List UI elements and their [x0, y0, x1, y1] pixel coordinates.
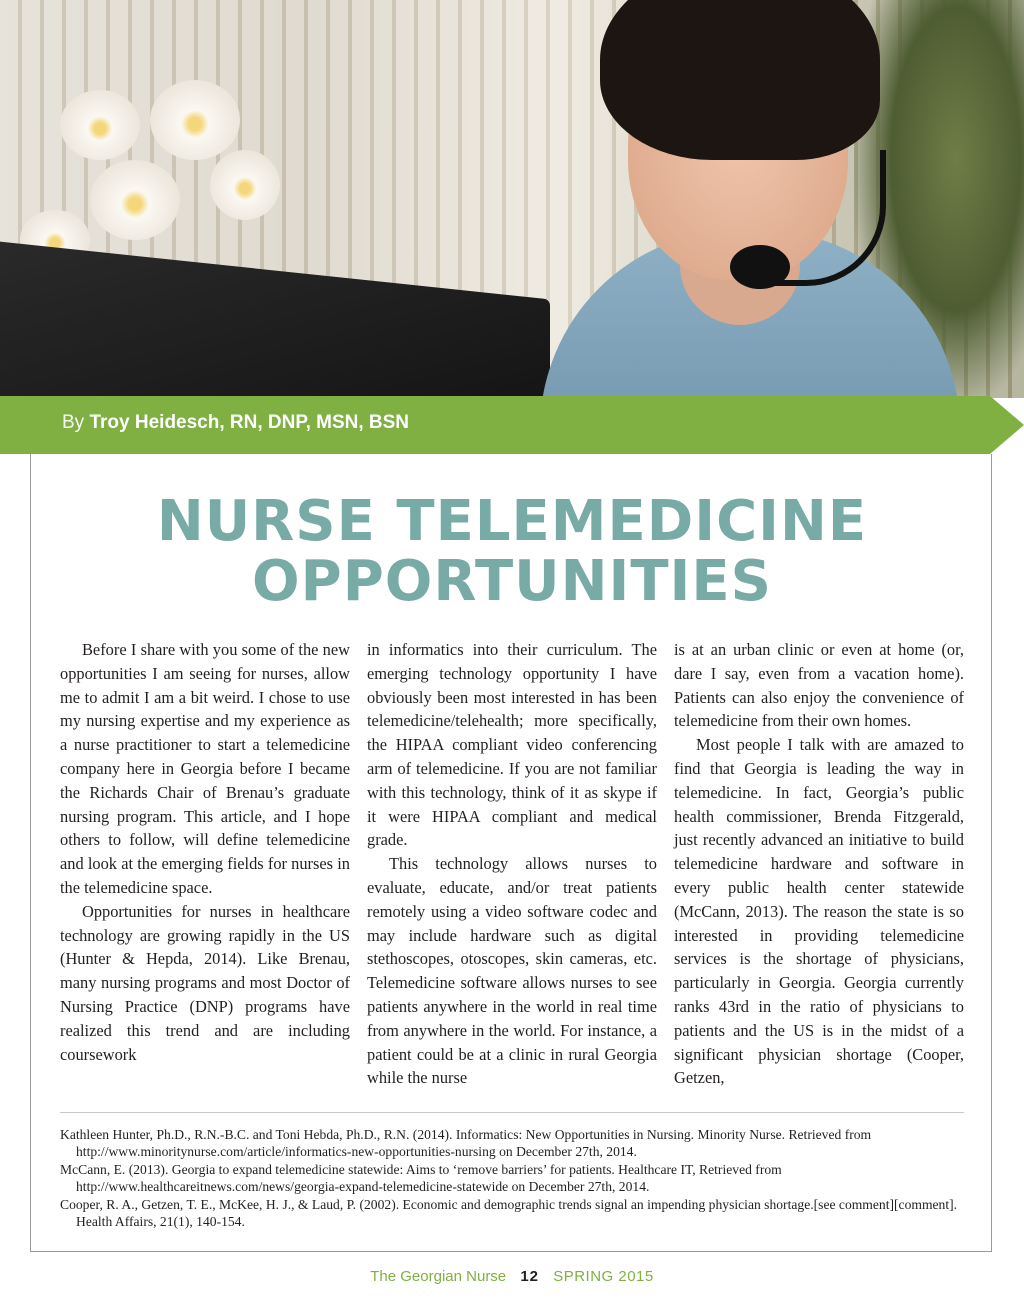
paragraph: Opportunities for nurses in healthcare technology are growing rapidly in the US (Hunter & Hepda, 2014). Like Brenau, many nursing programs and most Doctor of Nursing Practice (DNP) programs have realized this trend and are including coursework: [60, 901, 350, 1064]
orchid-flower: [60, 90, 140, 160]
references-divider: [60, 1112, 964, 1113]
paragraph: in informatics into their curriculum. The emerging technology opportunity I have obviously been most interested in has been telemedicine/telehealth; more specifically, the HIPAA compliant video conferencing arm of telemedicine. If you are not familiar with this technology, think of it as skype if it were HIPAA compliant and medical grade.: [367, 640, 657, 850]
paragraph: Before I share with you some of the new opportunities I am seeing for nurses, allow me to admit I am a bit weird. I chose to use my nursing expertise and my experience as a nurse practitioner to start a telemedicine company here in Georgia before I became the Richards Chair of Brenau’s graduate nursing program. This article, and I hope others to follow, will define telemedicine and look at the emerging fields for nurses in the telemedicine space.: [60, 640, 350, 897]
orchid-flower: [150, 80, 240, 160]
magazine-name: The Georgian Nurse: [370, 1268, 507, 1285]
hero-photo: [0, 0, 1024, 398]
byline-prefix: By: [62, 412, 85, 433]
byline: [62, 412, 409, 434]
issue-label: SPRING 2015: [553, 1268, 654, 1285]
nurse-hair: [600, 0, 880, 160]
column-2: [367, 638, 657, 1090]
column-3: [674, 638, 964, 1090]
references: [60, 1126, 964, 1230]
byline-author: Troy Heidesch, RN, DNP, MSN, BSN: [89, 412, 410, 433]
byline-banner: [0, 396, 1024, 454]
headset-microphone-icon: [730, 245, 790, 289]
article-title: NURSE TELEMEDICINE OPPORTUNITIES: [156, 489, 868, 614]
column-1: [60, 638, 350, 1090]
article-body: [60, 638, 964, 1090]
paragraph: This technology allows nurses to evaluate, educate, and/or treat patients remotely using a video software codec and may include hardware such as digital stethoscopes, otoscopes, skin cameras, etc. Telemedicine software allows nurses to see patients anywhere in the world in real time from anywhere in the world. For instance, a patient could be at a clinic in rural Georgia while the nurse: [367, 854, 657, 1088]
paragraph: is at an urban clinic or even at home (or, dare I say, even from a vacation home). Patients can also enjoy the convenience of telemedicine from their own homes.: [674, 640, 964, 731]
paragraph: Most people I talk with are amazed to find that Georgia is leading the way in telemedicine. In fact, Georgia’s public health commissioner, Brenda Fitzgerald, just recently advanced an initiative to build telemedicine hardware and software in every public health center statewide (McCann, 2013). The reason the state is so interested in providing telemedicine services is the shortage of physicians, particularly in Georgia. Georgia currently ranks 43rd in the ratio of physicians to patients and the US is in the midst of a significant physician shortage (Cooper, Getzen,: [674, 735, 964, 1088]
reference-item: McCann, E. (2013). Georgia to expand telemedicine statewide: Aims to ‘remove barriers’ for patients. Healthcare IT, Retrieved from http://www.healthcareitnews.com/news/georgia-expand-telemedicine-statewide on December 27th, 2014.: [60, 1161, 782, 1195]
page-footer: [0, 1268, 1024, 1285]
page-number: 12: [520, 1268, 540, 1285]
orchid-flower: [210, 150, 280, 220]
orchid-flower: [90, 160, 180, 240]
reference-item: Cooper, R. A., Getzen, T. E., McKee, H. J., & Laud, P. (2002). Economic and demographic trends signal an impending physician shortage.[see comment][comment]. Health Affairs, 21(1), 140-154.: [60, 1196, 958, 1230]
reference-item: Kathleen Hunter, Ph.D., R.N.-B.C. and Toni Hebda, Ph.D., R.N. (2014). Informatics: New Opportunities in Nursing. Minority Nurse. Retrieved from http://www.minoritynurse.com/article/informatics-new-opportunities-nursing on December 27th, 2014.: [60, 1127, 872, 1160]
